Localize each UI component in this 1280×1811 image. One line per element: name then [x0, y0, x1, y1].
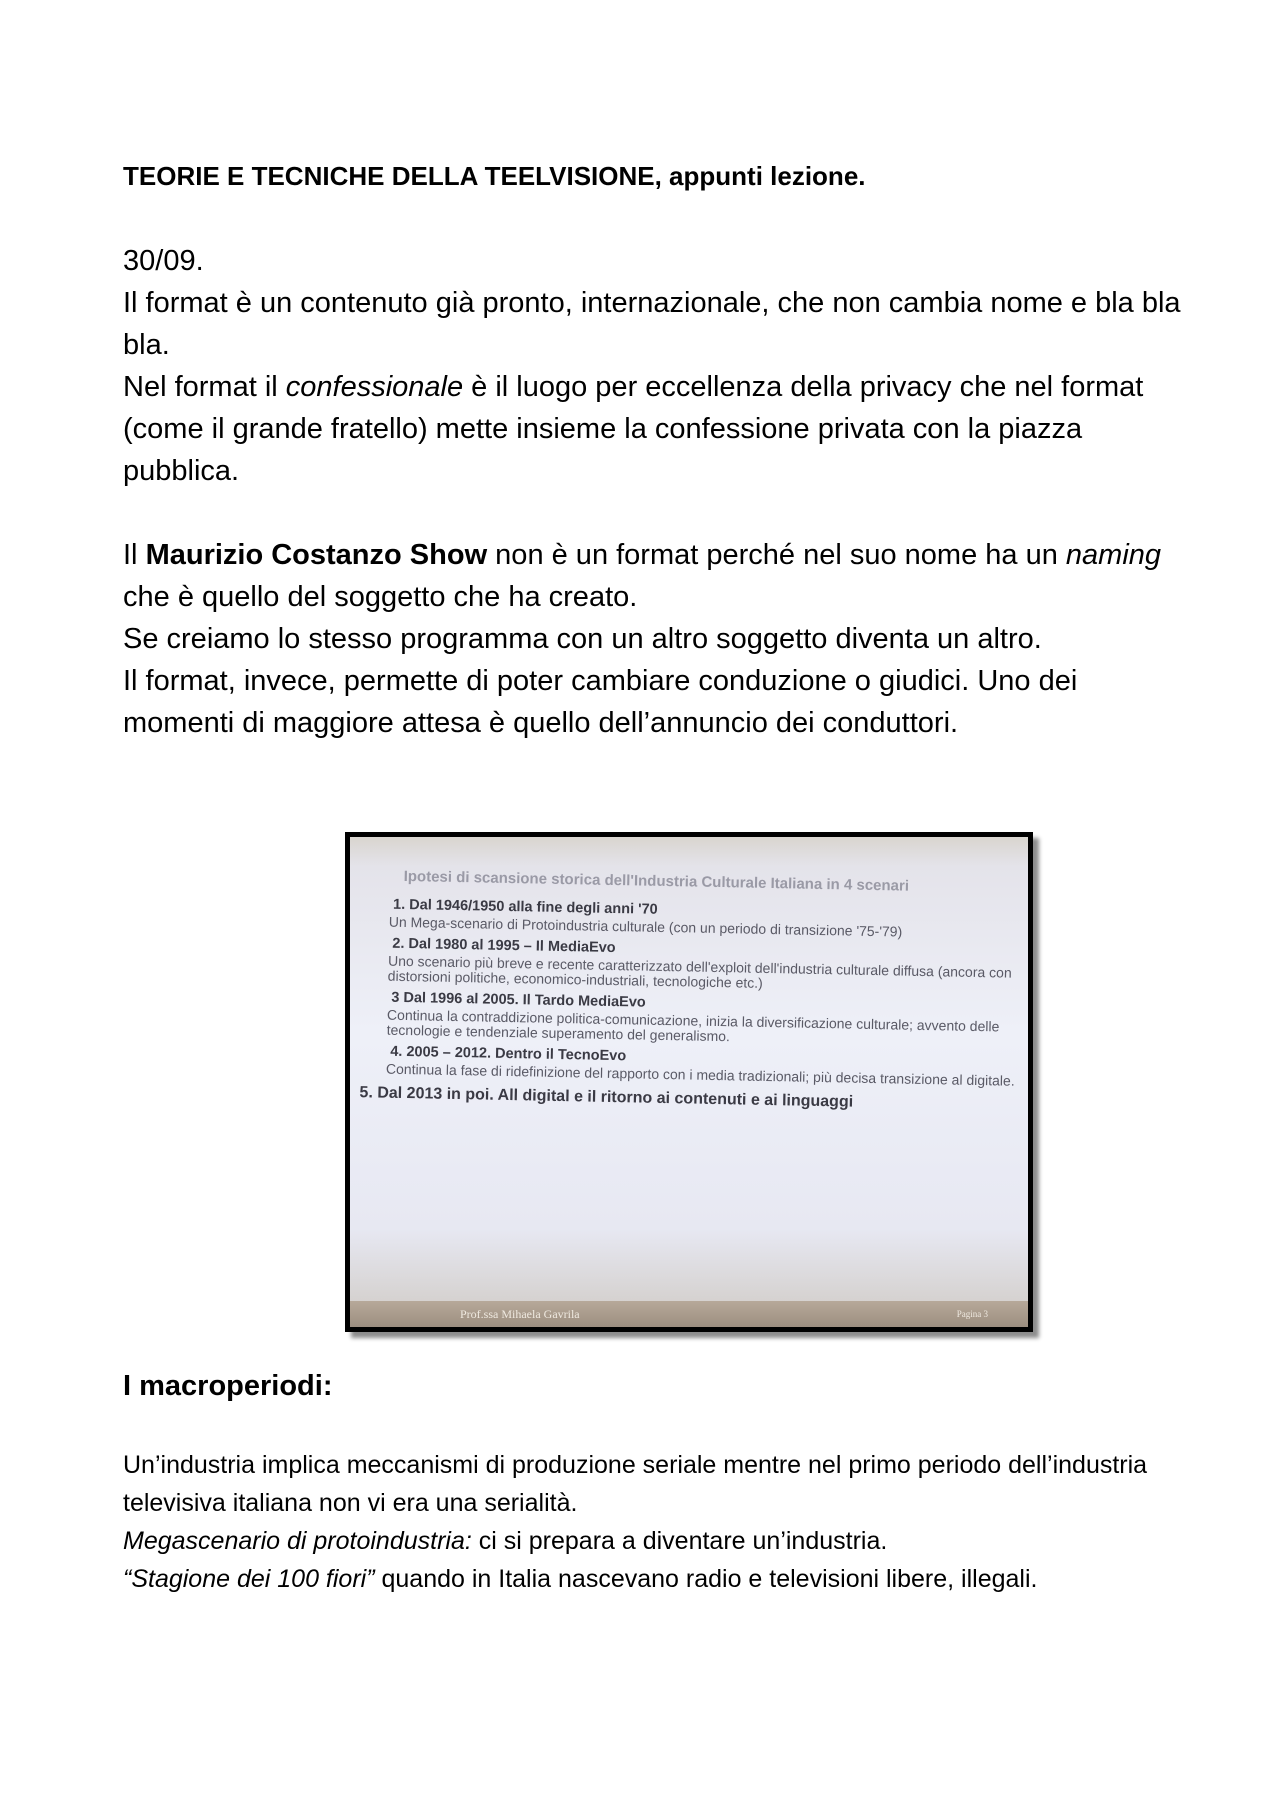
paragraph-costanzo-show: [123, 534, 1183, 744]
para2-italic-confessionale: confessionale: [285, 371, 464, 403]
section-heading-macroperiodi: I macroperiodi:: [123, 1370, 333, 1402]
para3-line3: Il format, invece, permette di poter cambiare conduzione o giudici. Uno dei momenti di maggiore attesa è quello dell’annuncio dei conduttori.: [123, 665, 1078, 739]
para2-text-c: è il luogo per eccellenza della privacy che nel format (come il grande fratello) mette insieme la confessione privata con la piazza pubblica.: [123, 371, 1144, 487]
slide-item-desc: Continua la fase di ridefinizione del rapporto con i media tradizionali; più decisa transizione al digitale.: [385, 1060, 1015, 1089]
macro-line1: Un’industria implica meccanismi di produzione seriale mentre nel primo periodo dell’industria televisiva italiana non vi era una serialità.: [123, 1451, 1148, 1517]
lesson-date: 30/09.: [123, 245, 204, 277]
slide-item-heading: 3 Dal 1996 al 2005. Il Tardo MediaEvo: [391, 989, 646, 1011]
slide-content: [349, 859, 1024, 1117]
paragraph-format-definition: Il format è un contenuto già pronto, internazionale, che non cambia nome e bla bla bla.: [123, 287, 1181, 361]
macro-line3-rest: quando in Italia nascevano radio e televisioni libere, illegali.: [374, 1565, 1038, 1593]
slide-item-heading: 2. Dal 1980 al 1995 – Il MediaEvo: [392, 935, 616, 957]
slide-footer: [350, 1301, 1028, 1327]
para3-line2: Se creiamo lo stesso programma con un altro soggetto diventa un altro.: [123, 623, 1042, 655]
slide-item-heading: 4. 2005 – 2012. Dentro il TecnoEvo: [390, 1043, 627, 1065]
para3-italic-naming: naming: [1065, 539, 1162, 571]
para3-text-e: che è quello del soggetto che ha creato.: [123, 581, 638, 613]
para3-line1: [123, 534, 1183, 618]
document-title: TEORIE E TECNICHE DELLA TEELVISIONE, appunti lezione.: [123, 161, 866, 191]
para2-text-a: Nel format il: [123, 371, 286, 403]
macro-line2: [123, 1522, 1183, 1560]
slide-item-desc: Un Mega-scenario di Protoindustria culturale (con un periodo di transizione '75-'79): [388, 913, 903, 940]
macro-line3: [123, 1560, 1183, 1598]
para3-bold-show-name: Maurizio Costanzo Show: [145, 539, 488, 571]
macro-line2-italic: Megascenario di protoindustria:: [123, 1527, 472, 1555]
slide-item-desc: Uno scenario più breve e recente caratterizzato dell'exploit dell'industria culturale diffusa (ancora con distorsioni politiche, economico-industriali, tecnologiche etc.): [387, 952, 1012, 991]
slide-item-heading: 1. Dal 1946/1950 alla fine degli anni '70: [392, 896, 658, 918]
slide-footer-page: Pagina 3: [956, 1309, 988, 1319]
para3-text-c: non è un format perché nel suo nome ha un: [487, 539, 1066, 571]
slide-item-heading: 5. Dal 2013 in poi. All digital e il ritorno ai contenuti e ai linguaggi: [359, 1084, 854, 1111]
slide-item-desc: Continua la contraddizione politica-comunicazione, inizia la diversificazione culturale; avvento delle tecnologie e tendenziale superamento del generalismo.: [386, 1006, 1000, 1045]
paragraph-confessionale: [123, 366, 1183, 492]
paragraph-macroperiodi: [123, 1446, 1183, 1598]
slide-title: Ipotesi di scansione storica dell'Industria Culturale Italiana in 4 scenari: [403, 867, 910, 895]
para3-text-a: Il: [123, 539, 146, 571]
slide-footer-author: Prof.ssa Mihaela Gavrila: [460, 1307, 580, 1321]
macro-line3-italic: “Stagione dei 100 fiori”: [123, 1565, 375, 1593]
slide-photo: [345, 832, 1033, 1332]
macro-line2-rest: ci si prepara a diventare un’industria.: [471, 1527, 888, 1555]
